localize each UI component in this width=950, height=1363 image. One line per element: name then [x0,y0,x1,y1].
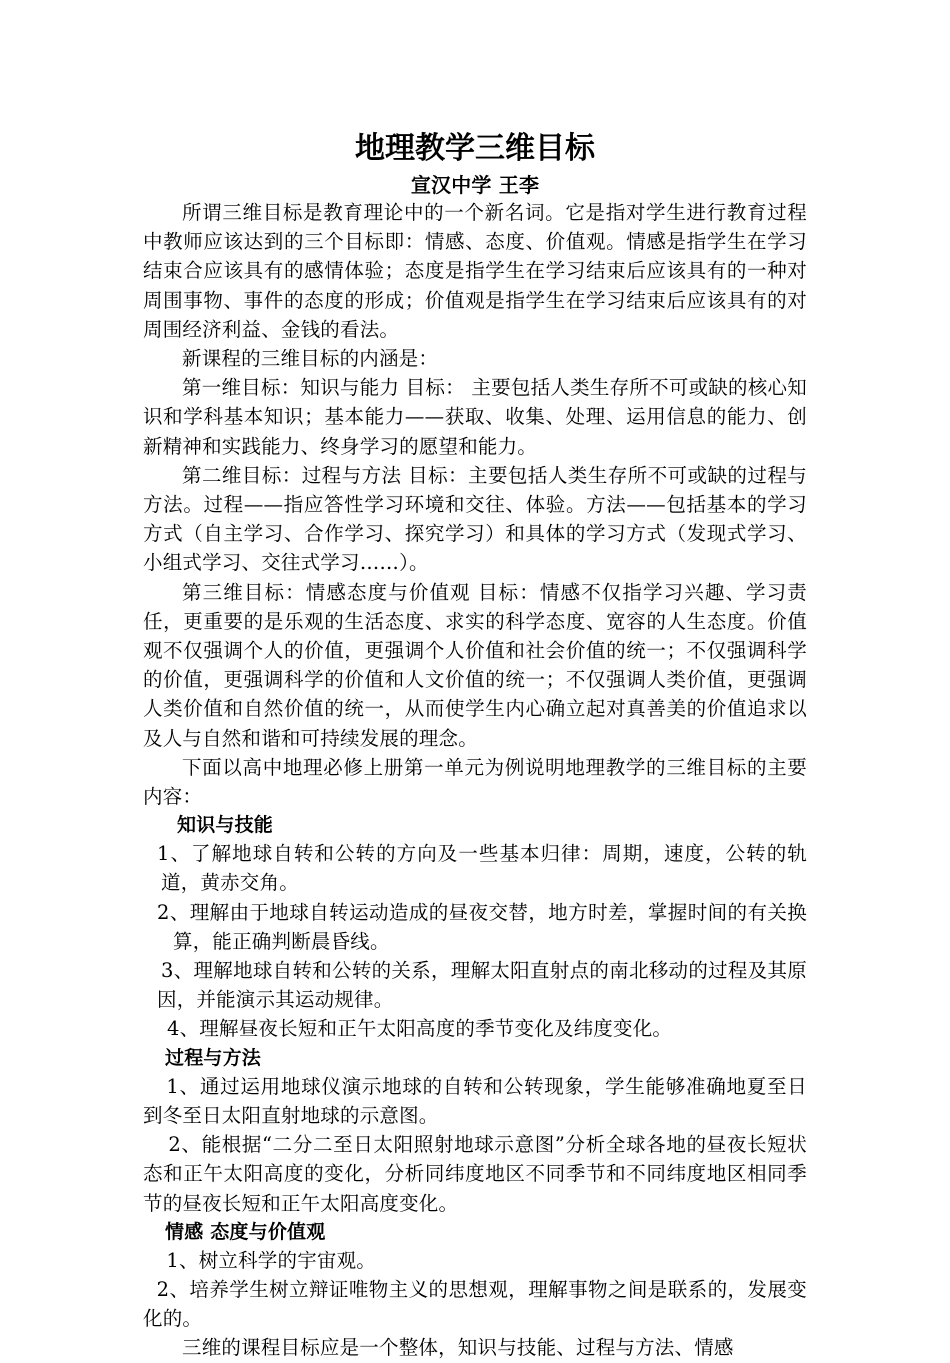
intro-paragraph: 所谓三维目标是教育理论中的一个新名词。它是指对学生进行教育过程中教师应该达到的三个目标即：情感、态度、价值观。情感是指学生在学习结束合应该具有的感情体验；态度是指学生在学习结束后应该具有的一种对周围事物、事件的态度的形成；价值观是指学生在学习结束后应该具有的对周围经济利益、金钱的看法。 [143,201,807,341]
dimension-two-paragraph: 第二维目标：过程与方法 目标：主要包括人类生存所不可或缺的过程与方法。过程——指应答性学习环境和交往、体验。方法——包括基本的学习方式（自主学习、合作学习、探究学习）和具体的学习方式（发现式学习、小组式学习、交往式学习……）。 [143,463,807,575]
list-item: 3、理解地球自转和公转的关系，理解太阳直射点的南北移动的过程及其原因，并能演示其运动规律。 [157,959,807,1012]
list-item: 1、通过运用地球仪演示地球的自转和公转现象，学生能够准确地夏至日到冬至日太阳直射地球的示意图。 [143,1074,807,1127]
document-page [143,128,807,1363]
dimension-three-paragraph: 第三维目标：情感态度与价值观 目标：情感不仅指学习兴趣、学习责任，更重要的是乐观的生活态度、求实的科学态度、宽容的人生态度。价值观不仅强调个人的价值，更强调个人价值和社会价值的统一；不仅强调科学的价值，更强调科学的价值和人文价值的统一；不仅强调人类价值，更强调人类价值和自然价值的统一，从而使学生内心确立起对真善美的价值追求以及人与自然和谐和可持续发展的理念。 [143,580,807,750]
list-item: 1、树立科学的宇宙观。 [166,1248,376,1272]
document-title: 地理教学三维目标 [355,131,595,166]
section-heading-attitude: 情感 态度与价值观 [165,1220,326,1243]
list-item: 2、理解由于地球自转运动造成的昼夜交替，地方时差，掌握时间的有关换算，能正确判断晨昏线。 [157,900,807,953]
list-item: 1、了解地球自转和公转的方向及一些基本归律：周期，速度，公转的轨道，黄赤交角。 [157,842,807,895]
list-item: 2、能根据“二分二至日太阳照射地球示意图”分析全球各地的昼夜长短状态和正午太阳高度的变化，分析同纬度地区不同季节和不同纬度地区相同季节的昼夜长短和正午太阳高度变化。 [143,1133,807,1215]
dimension-one-paragraph: 第一维目标：知识与能力 目标： 主要包括人类生存所不可或缺的核心知识和学科基本知识；基本能力——获取、收集、处理、运用信息的能力、创新精神和实践能力、终身学习的愿望和能力。 [143,376,807,458]
list-item: 2、培养学生树立辩证唯物主义的思想观，理解事物之间是联系的，发展变化的。 [143,1277,807,1331]
closing-paragraph: 三维的课程目标应是一个整体，知识与技能、过程与方法、情感 [182,1336,734,1360]
section-heading-knowledge: 知识与技能 [177,814,274,837]
example-lead: 下面以高中地理必修上册第一单元为例说明地理教学的三维目标的主要内容： [143,755,807,809]
section-heading-process: 过程与方法 [165,1046,262,1069]
connotation-lead: 新课程的三维目标的内涵是： [182,347,439,371]
document-author: 宣汉中学 王李 [410,173,540,197]
list-item: 4、理解昼夜长短和正午太阳高度的季节变化及纬度变化。 [167,1017,673,1041]
